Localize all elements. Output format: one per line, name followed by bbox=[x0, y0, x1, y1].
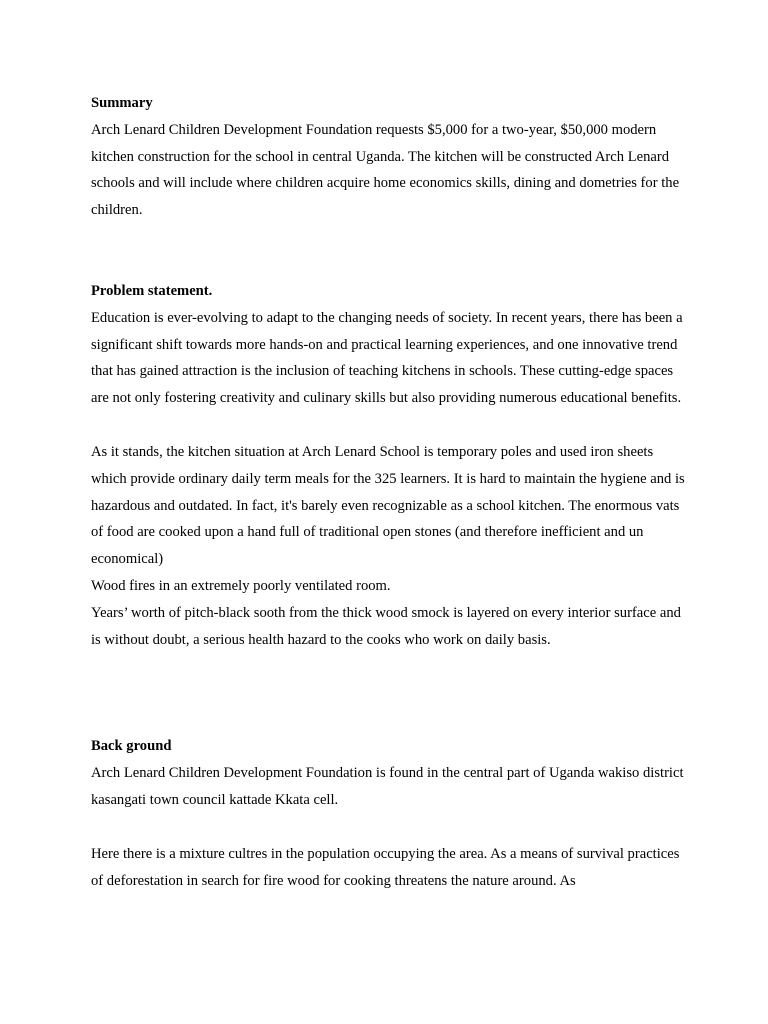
section-problem-statement bbox=[91, 278, 691, 653]
section-summary bbox=[91, 90, 691, 224]
section-spacer bbox=[91, 224, 691, 278]
section-spacer bbox=[91, 653, 691, 733]
problem-paragraph-2: As it stands, the kitchen situation at Arch Lenard School is temporary poles and used iron sheets which provide ordinary daily term meals for the 325 learners. It is hard to maintain the hygiene and is hazardous and outdated. In fact, it's barely even recognizable as a school kitchen. The enormous vats of food are cooked upon a hand full of traditional open stones (and therefore inefficient and un economical) bbox=[91, 443, 685, 568]
problem-paragraph-4: Years’ worth of pitch-black sooth from the thick wood smock is layered on every interior surface and is without doubt, a serious health hazard to the cooks who work on daily basis. bbox=[91, 604, 681, 648]
background-paragraph-1: Arch Lenard Children Development Foundation is found in the central part of Uganda wakiso district kasangati town council kattade Kkata cell. bbox=[91, 765, 684, 808]
problem-paragraph-3: Wood fires in an extremely poorly ventilated room. bbox=[91, 577, 391, 594]
problem-paragraph-1: Education is ever-evolving to adapt to the changing needs of society. In recent years, there has been a significant shift towards more hands-on and practical learning experiences, and one innovative trend that has gained attraction is the inclusion of teaching kitchens in schools. These cutting-edge spaces are not only fostering creativity and culinary skills but also providing numerous educational benefits. bbox=[91, 309, 683, 407]
section-heading-summary: Summary bbox=[91, 95, 153, 111]
paragraph-spacer bbox=[91, 814, 691, 841]
section-heading-background: Back ground bbox=[91, 738, 172, 755]
paragraph-spacer bbox=[91, 412, 691, 439]
document-body bbox=[91, 90, 691, 894]
section-heading-problem-statement: Problem statement. bbox=[91, 282, 213, 299]
summary-paragraph: Arch Lenard Children Development Foundation requests $5,000 for a two-year, $50,000 modern kitchen construction for the school in central Uganda. The kitchen will be constructed Arch Lenard schools and will include where children acquire home economics skills, dining and dometries for the children. bbox=[91, 121, 680, 219]
section-background bbox=[91, 733, 691, 894]
background-paragraph-2: Here there is a mixture cultres in the population occupying the area. As a means of survival practices of deforestation in search for fire wood for cooking threatens the nature around. As bbox=[91, 845, 680, 889]
